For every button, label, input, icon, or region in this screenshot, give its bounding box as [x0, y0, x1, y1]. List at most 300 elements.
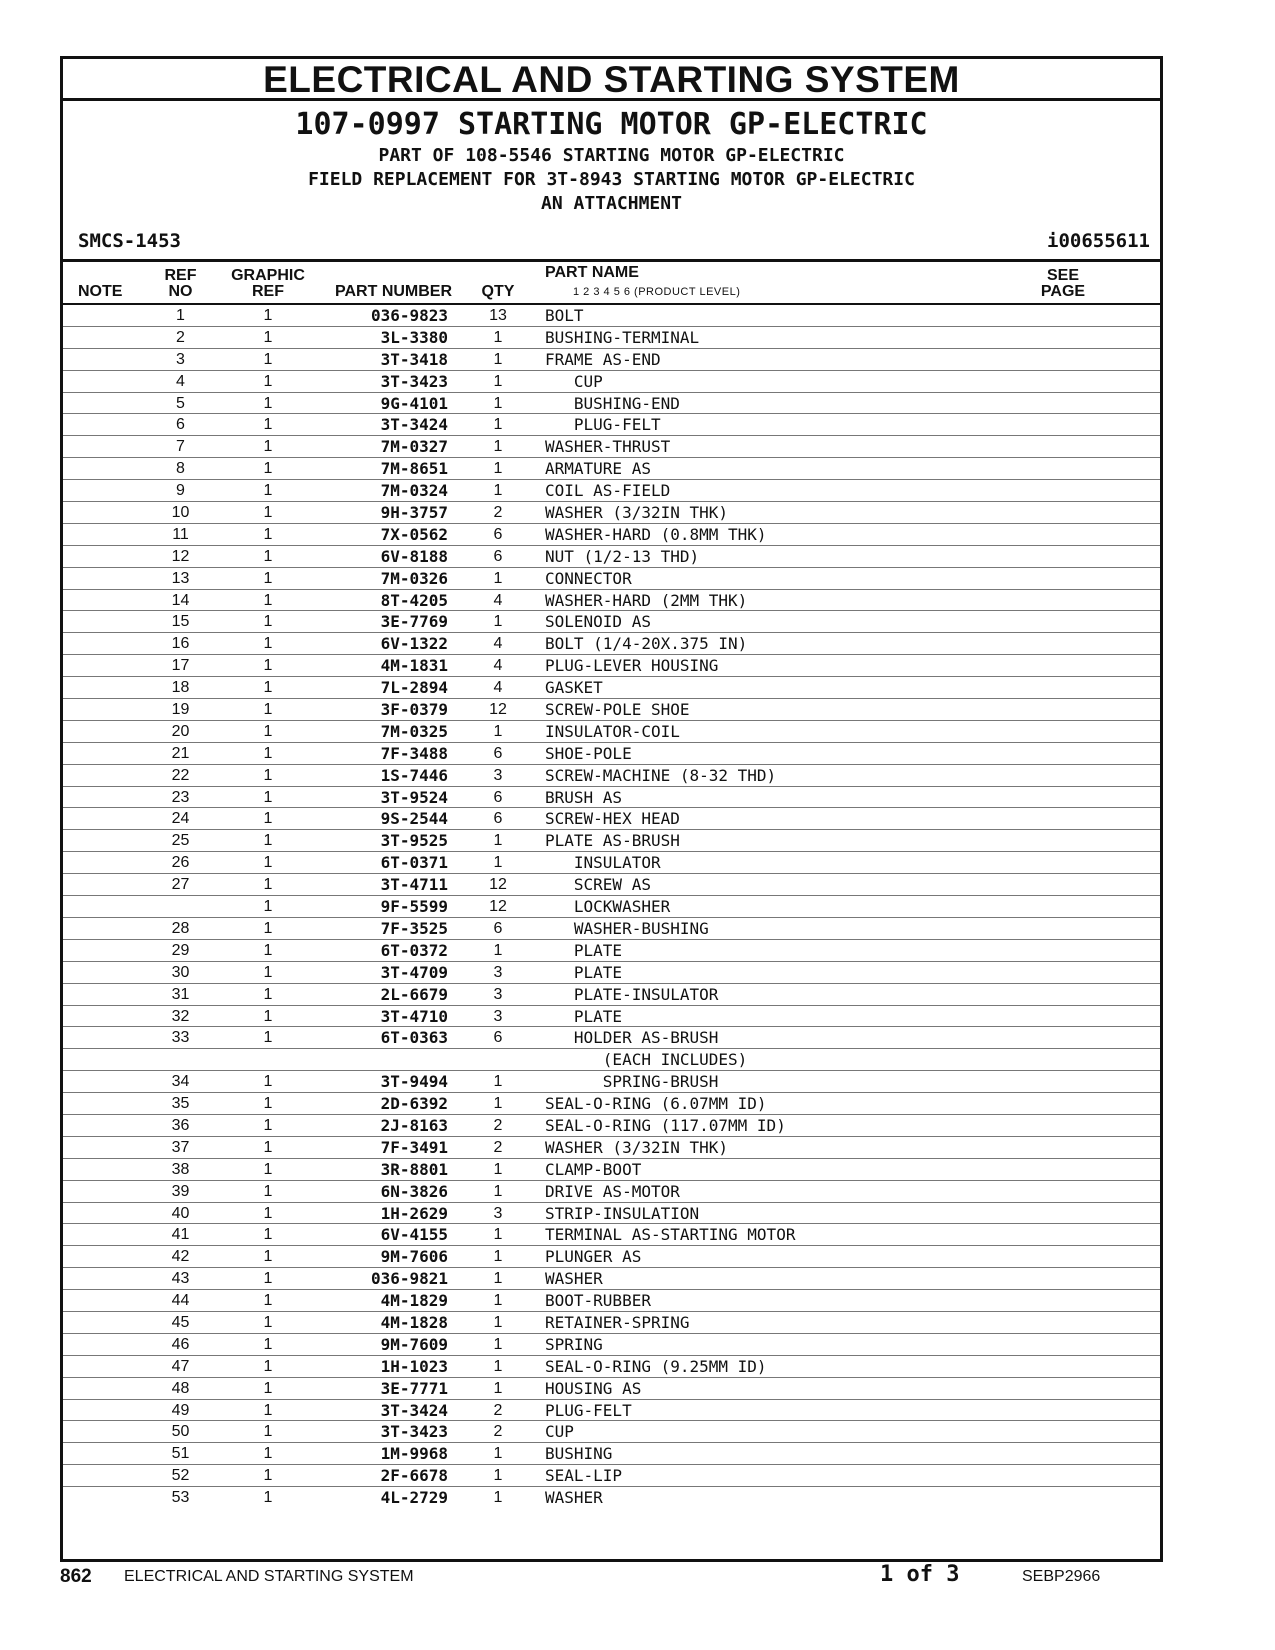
header-see-top: SEE: [1046, 267, 1079, 284]
graphic-ref: 1: [263, 657, 273, 675]
quantity: 13: [489, 307, 507, 324]
graphic-ref: 1: [263, 854, 273, 872]
part-name: BRUSH AS: [545, 787, 623, 807]
ref-no: 37: [171, 1138, 190, 1156]
graphic-ref: 1: [263, 372, 273, 390]
section-title: ELECTRICAL AND STARTING SYSTEM: [63, 59, 1160, 101]
part-number: 036-9823: [370, 306, 448, 325]
header-part-number: PART NUMBER: [335, 283, 453, 300]
table-row: [63, 852, 1160, 874]
part-number: 3R-8801: [380, 1159, 448, 1179]
ref-no: 14: [171, 591, 190, 609]
table-row: [63, 1465, 1160, 1487]
footer-page-count: 1 of 3: [880, 1562, 960, 1587]
part-name: WASHER-THRUST: [545, 437, 671, 457]
quantity: 1: [493, 1182, 503, 1200]
table-row: [63, 830, 1160, 852]
part-number: 1S-7446: [380, 765, 448, 785]
part-name: SCREW-POLE SHOE: [545, 700, 690, 720]
table-row: [63, 393, 1160, 415]
table-row: [63, 349, 1160, 371]
part-number: 9G-4101: [380, 393, 448, 413]
header-ref-bottom: NO: [168, 283, 193, 300]
graphic-ref: 1: [263, 1335, 273, 1353]
table-row: [63, 1246, 1160, 1268]
group-subtitle-attachment: AN ATTACHMENT: [541, 193, 682, 214]
part-number: 6T-0371: [380, 853, 448, 873]
header-product-levels: 1 2 3 4 5 6 (PRODUCT LEVEL): [573, 286, 741, 298]
quantity: 1: [493, 569, 503, 587]
quantity: 6: [493, 788, 503, 806]
ref-no: 18: [171, 679, 190, 697]
table-row: [63, 874, 1160, 896]
table-row: [63, 1181, 1160, 1203]
table-row: [63, 1203, 1160, 1225]
quantity: 2: [493, 1138, 503, 1156]
table-row: [63, 590, 1160, 612]
table-row: [63, 808, 1160, 830]
quantity: 1: [493, 394, 503, 412]
part-name: HOLDER AS-BRUSH: [545, 1028, 719, 1048]
smcs-code: SMCS-1453: [78, 230, 181, 252]
graphic-ref: 1: [263, 744, 273, 762]
part-number: 2F-6678: [380, 1466, 448, 1486]
graphic-ref: 1: [263, 547, 273, 565]
ref-no: 5: [176, 394, 185, 412]
ref-no: 1: [176, 307, 185, 324]
table-row: [63, 1006, 1160, 1028]
ref-no: 29: [171, 941, 190, 959]
graphic-ref: 1: [263, 591, 273, 609]
part-number: 7F-3488: [380, 743, 448, 763]
quantity: 1: [493, 372, 503, 390]
part-name: CONNECTOR: [545, 568, 632, 588]
table-row: [63, 546, 1160, 568]
ref-no: 50: [171, 1423, 190, 1441]
ref-no: 41: [171, 1226, 190, 1244]
quantity: 1: [493, 1248, 503, 1266]
table-row: [63, 721, 1160, 743]
table-row: [63, 677, 1160, 699]
ref-no: 15: [171, 613, 190, 631]
graphic-ref: 1: [263, 679, 273, 697]
part-number: 3T-9524: [380, 787, 448, 807]
part-name: HOUSING AS: [545, 1378, 642, 1398]
table-row: [63, 1312, 1160, 1334]
graphic-ref: 1: [263, 722, 273, 740]
part-name: WASHER-HARD (0.8MM THK): [545, 524, 767, 544]
part-number: 7M-0326: [380, 568, 448, 588]
quantity: 1: [493, 350, 503, 368]
quantity: 1: [493, 482, 503, 500]
footer-document-id: SEBP2966: [1022, 1568, 1101, 1585]
quantity: 1: [493, 613, 503, 631]
quantity: 2: [493, 504, 503, 522]
table-row: [63, 1137, 1160, 1159]
ref-no: 52: [171, 1467, 190, 1485]
quantity: 1: [493, 416, 503, 434]
part-name: LOCKWASHER: [545, 897, 671, 917]
part-name: WASHER: [545, 1269, 603, 1289]
graphic-ref: 1: [263, 766, 273, 784]
part-number: 9S-2544: [380, 809, 448, 829]
part-number: 2D-6392: [380, 1094, 448, 1114]
part-name: COIL AS-FIELD: [545, 481, 671, 501]
ref-no: 8: [176, 460, 185, 478]
part-number: 6V-4155: [380, 1225, 448, 1245]
part-number: 7X-0562: [380, 524, 448, 544]
part-name: PLUG-FELT: [545, 1400, 632, 1420]
quantity: 1: [493, 1073, 503, 1091]
part-number: 9F-5599: [380, 897, 448, 917]
table-row: [63, 1224, 1160, 1246]
table-row: [63, 436, 1160, 458]
quantity: 4: [493, 591, 503, 609]
part-name: BUSHING-END: [545, 393, 680, 413]
ref-no: 45: [171, 1313, 190, 1331]
table-row: [63, 787, 1160, 809]
quantity: 4: [493, 657, 503, 675]
part-name: BOOT-RUBBER: [545, 1291, 651, 1311]
table-row: [63, 1027, 1160, 1049]
graphic-ref: 1: [263, 1423, 273, 1441]
graphic-ref: 1: [263, 1292, 273, 1310]
graphic-ref: 1: [263, 613, 273, 631]
ref-no: 6: [176, 416, 185, 434]
part-number: 2L-6679: [380, 984, 448, 1004]
table-row: [63, 1268, 1160, 1290]
part-name: PLUG-LEVER HOUSING: [545, 656, 719, 676]
part-number: 3T-3423: [380, 1422, 448, 1442]
quantity: 4: [493, 679, 503, 697]
ref-no: 25: [171, 832, 190, 850]
graphic-ref: 1: [263, 525, 273, 543]
header-graphic-top: GRAPHIC: [231, 267, 305, 284]
quantity: 3: [493, 1204, 503, 1222]
graphic-ref: 1: [263, 635, 273, 653]
graphic-ref: 1: [263, 350, 273, 368]
part-number: 3T-3424: [380, 1400, 448, 1420]
part-number: 4M-1828: [380, 1312, 448, 1332]
part-name: SCREW-MACHINE (8-32 THD): [545, 765, 777, 785]
parts-page-frame: [60, 56, 1163, 1562]
part-name: SEAL-LIP: [545, 1466, 623, 1486]
quantity: 1: [493, 854, 503, 872]
part-name: (EACH INCLUDES): [545, 1050, 748, 1070]
ref-no: 39: [171, 1182, 190, 1200]
part-number: 6N-3826: [380, 1181, 448, 1201]
quantity: 3: [493, 963, 503, 981]
quantity: 2: [493, 1401, 503, 1419]
ref-no: 11: [172, 525, 189, 543]
graphic-ref: 1: [263, 1182, 273, 1200]
ref-no: 22: [171, 766, 190, 784]
part-name: BOLT: [545, 306, 584, 325]
group-header: [63, 101, 1160, 259]
graphic-ref: 1: [263, 963, 273, 981]
part-number: 6V-8188: [380, 546, 448, 566]
part-name: ARMATURE AS: [545, 459, 651, 479]
group-subtitle-field-replacement: FIELD REPLACEMENT FOR 3T-8943 STARTING MOTOR GP-ELECTRIC: [308, 169, 915, 190]
table-row: [63, 743, 1160, 765]
ref-no: 10: [171, 504, 190, 522]
ref-no: 44: [171, 1292, 190, 1310]
part-number: 1H-1023: [380, 1356, 448, 1376]
quantity: 1: [493, 328, 503, 346]
graphic-ref: 1: [263, 307, 273, 324]
part-name: TERMINAL AS-STARTING MOTOR: [545, 1225, 796, 1245]
ref-no: 47: [171, 1357, 190, 1375]
table-row: [63, 305, 1160, 327]
ref-no: 36: [171, 1116, 190, 1134]
table-row: [63, 984, 1160, 1006]
part-number: 6V-1322: [380, 634, 448, 654]
quantity: 12: [489, 701, 507, 719]
part-name: INSULATOR: [545, 853, 661, 873]
ref-no: 40: [171, 1204, 190, 1222]
header-ref-top: REF: [164, 267, 197, 284]
part-number: 9M-7606: [380, 1247, 448, 1267]
parts-table-body: [63, 305, 1160, 1509]
ref-no: 20: [171, 722, 190, 740]
part-name: BUSHING: [545, 1444, 613, 1464]
graphic-ref: 1: [263, 1357, 273, 1375]
part-name: SPRING-BRUSH: [545, 1072, 719, 1092]
part-name: PLATE: [545, 1006, 623, 1026]
part-name: SEAL-O-RING (9.25MM ID): [545, 1356, 767, 1376]
ref-no: 32: [171, 1007, 190, 1025]
quantity: 4: [493, 635, 503, 653]
part-number: 7M-0325: [380, 721, 448, 741]
quantity: 12: [489, 898, 507, 916]
ref-no: 33: [171, 1029, 190, 1047]
part-name: WASHER (3/32IN THK): [545, 503, 729, 523]
quantity: 12: [489, 876, 507, 894]
table-row: [63, 371, 1160, 393]
graphic-ref: 1: [263, 898, 273, 916]
part-name: INSULATOR-COIL: [545, 721, 680, 741]
table-row: [63, 1487, 1160, 1509]
quantity: 6: [493, 1029, 503, 1047]
table-row: [63, 655, 1160, 677]
graphic-ref: 1: [263, 1248, 273, 1266]
footer-page-number: 862: [60, 1566, 92, 1587]
graphic-ref: 1: [263, 1095, 273, 1113]
group-subtitle-part-of: PART OF 108-5546 STARTING MOTOR GP-ELECTRIC: [378, 145, 845, 166]
ref-no: 53: [171, 1489, 190, 1507]
part-number: 4M-1831: [380, 656, 448, 676]
table-row: [63, 633, 1160, 655]
graphic-ref: 1: [263, 1204, 273, 1222]
graphic-ref: 1: [263, 876, 273, 894]
graphic-ref: 1: [263, 1313, 273, 1331]
part-name: GASKET: [545, 678, 603, 698]
quantity: 1: [493, 1226, 503, 1244]
graphic-ref: 1: [263, 1445, 273, 1463]
group-title: 107-0997 STARTING MOTOR GP-ELECTRIC: [295, 107, 928, 142]
graphic-ref: 1: [263, 701, 273, 719]
table-row: [63, 1049, 1160, 1071]
part-number: 036-9821: [370, 1269, 448, 1289]
ref-no: 12: [171, 547, 190, 565]
part-name: STRIP-INSULATION: [545, 1203, 700, 1223]
quantity: 6: [493, 810, 503, 828]
graphic-ref: 1: [263, 1401, 273, 1419]
part-name: PLATE AS-BRUSH: [545, 831, 680, 851]
table-row: [63, 480, 1160, 502]
quantity: 1: [493, 941, 503, 959]
quantity: 1: [493, 460, 503, 478]
graphic-ref: 1: [263, 788, 273, 806]
ref-no: 17: [171, 657, 190, 675]
ref-no: 48: [171, 1379, 190, 1397]
part-name: SEAL-O-RING (6.07MM ID): [545, 1094, 767, 1114]
part-name: WASHER-HARD (2MM THK): [545, 590, 748, 610]
graphic-ref: 1: [263, 1160, 273, 1178]
part-number: 2J-8163: [380, 1115, 448, 1135]
table-row: [63, 962, 1160, 984]
part-number: 4L-2729: [380, 1488, 448, 1508]
ref-no: 16: [171, 635, 190, 653]
table-row: [63, 1443, 1160, 1465]
table-row: [63, 1356, 1160, 1378]
ref-no: 2: [176, 328, 185, 346]
quantity: 1: [493, 1292, 503, 1310]
part-number: 7L-2894: [380, 678, 448, 698]
ref-no: 46: [171, 1335, 190, 1353]
ref-no: 19: [171, 701, 190, 719]
table-row: [63, 1071, 1160, 1093]
table-row: [63, 1093, 1160, 1115]
part-number: 7M-0327: [380, 437, 448, 457]
graphic-ref: 1: [263, 810, 273, 828]
graphic-ref: 1: [263, 1007, 273, 1025]
table-row: [63, 1115, 1160, 1137]
graphic-ref: 1: [263, 1073, 273, 1091]
part-number: 6T-0363: [380, 1028, 448, 1048]
quantity: 1: [493, 1445, 503, 1463]
header-graphic-bottom: REF: [252, 283, 284, 300]
quantity: 1: [493, 1270, 503, 1288]
graphic-ref: 1: [263, 569, 273, 587]
ref-no: 49: [171, 1401, 190, 1419]
graphic-ref: 1: [263, 504, 273, 522]
ref-no: 34: [171, 1073, 190, 1091]
ref-no: 13: [171, 569, 190, 587]
quantity: 1: [493, 722, 503, 740]
part-name: BOLT (1/4-20X.375 IN): [545, 634, 748, 654]
graphic-ref: 1: [263, 438, 273, 456]
part-name: PLATE: [545, 962, 623, 982]
part-number: 3E-7769: [380, 612, 448, 632]
graphic-ref: 1: [263, 328, 273, 346]
graphic-ref: 1: [263, 919, 273, 937]
quantity: 1: [493, 1379, 503, 1397]
quantity: 1: [493, 1467, 503, 1485]
quantity: 3: [493, 1007, 503, 1025]
ref-no: 30: [171, 963, 190, 981]
table-row: [63, 1290, 1160, 1312]
graphic-ref: 1: [263, 985, 273, 1003]
part-number: 7F-3525: [380, 918, 448, 938]
ref-no: 27: [171, 876, 190, 894]
graphic-ref: 1: [263, 832, 273, 850]
quantity: 3: [493, 985, 503, 1003]
table-row: [63, 1334, 1160, 1356]
quantity: 1: [493, 1313, 503, 1331]
ref-no: 38: [171, 1160, 190, 1178]
ref-no: 42: [171, 1248, 190, 1266]
graphic-ref: 1: [263, 1379, 273, 1397]
parts-table-header: [63, 259, 1160, 305]
part-name: WASHER: [545, 1488, 603, 1508]
part-name: FRAME AS-END: [545, 349, 661, 369]
part-number: 9M-7609: [380, 1334, 448, 1354]
ref-no: 3: [176, 350, 185, 368]
quantity: 3: [493, 766, 503, 784]
part-number: 7M-0324: [380, 481, 448, 501]
table-row: [63, 940, 1160, 962]
part-number: 3F-0379: [380, 700, 448, 720]
header-see-bottom: PAGE: [1040, 283, 1086, 300]
part-name: RETAINER-SPRING: [545, 1312, 690, 1332]
part-number: 1M-9968: [380, 1444, 448, 1464]
graphic-ref: 1: [263, 941, 273, 959]
part-name: PLATE: [545, 940, 623, 960]
table-row: [63, 502, 1160, 524]
part-name: CUP: [545, 371, 603, 391]
part-number: 9H-3757: [380, 503, 448, 523]
ref-no: 21: [171, 744, 190, 762]
ref-no: 28: [171, 919, 190, 937]
ref-no: 9: [176, 482, 185, 500]
quantity: 1: [493, 1335, 503, 1353]
graphic-ref: 1: [263, 1029, 273, 1047]
ref-no: 31: [171, 985, 190, 1003]
table-row: [63, 524, 1160, 546]
ref-no: 24: [171, 810, 190, 828]
ref-no: 7: [176, 438, 185, 456]
part-name: SCREW AS: [545, 875, 651, 895]
part-number: 3T-4711: [380, 875, 448, 895]
part-number: 7M-8651: [380, 459, 448, 479]
part-name: SHOE-POLE: [545, 743, 632, 763]
part-number: 3T-9494: [380, 1072, 448, 1092]
quantity: 1: [493, 1160, 503, 1178]
part-number: 3T-3424: [380, 415, 448, 435]
part-number: 3E-7771: [380, 1378, 448, 1398]
table-row: [63, 1159, 1160, 1181]
table-row: [63, 414, 1160, 436]
part-name: CLAMP-BOOT: [545, 1159, 642, 1179]
graphic-ref: 1: [263, 482, 273, 500]
table-row: [63, 765, 1160, 787]
quantity: 6: [493, 525, 503, 543]
part-number: 6T-0372: [380, 940, 448, 960]
header-note: NOTE: [78, 283, 123, 300]
part-name: SPRING: [545, 1334, 603, 1354]
part-number: 3T-3423: [380, 371, 448, 391]
graphic-ref: 1: [263, 1116, 273, 1134]
part-name: SCREW-HEX HEAD: [545, 809, 680, 829]
graphic-ref: 1: [263, 1270, 273, 1288]
part-number: 3T-4709: [380, 962, 448, 982]
part-name: DRIVE AS-MOTOR: [545, 1181, 680, 1201]
table-row: [63, 1400, 1160, 1422]
ref-no: 51: [171, 1445, 190, 1463]
header-qty: QTY: [481, 283, 515, 300]
part-name: PLATE-INSULATOR: [545, 984, 719, 1004]
